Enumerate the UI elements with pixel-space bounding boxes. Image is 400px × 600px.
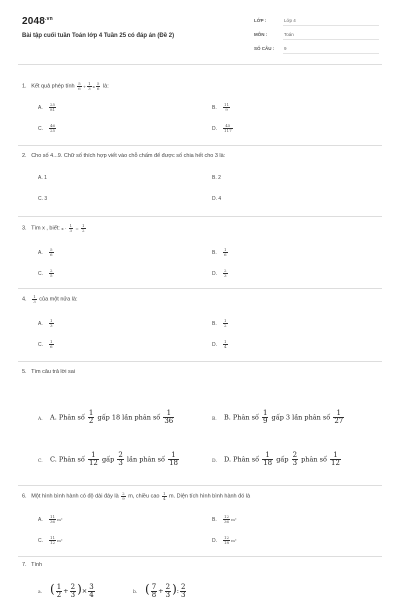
header-divider xyxy=(18,64,382,65)
option-1b[interactable]: B. $\frac{11}{9}$ xyxy=(212,102,230,112)
question-number: 7. xyxy=(22,562,27,568)
option-1c[interactable]: C. $\frac{46}{25}$ xyxy=(38,123,56,133)
divider xyxy=(18,145,382,146)
option-2a[interactable]: A. 1 xyxy=(38,175,47,181)
divider xyxy=(18,288,382,289)
option-5a[interactable]: A. A. Phân số $\frac{1}{2}$ gấp 18 lần phân số $\frac{1}{36}$ xyxy=(38,409,174,425)
count-value: 9 xyxy=(284,46,287,51)
question-text: Tìm x , biết: xyxy=(31,225,60,232)
option-6c[interactable]: C. $\frac{11}{12}$ m² xyxy=(38,535,63,545)
question-number: 5. xyxy=(22,369,27,375)
option-4a[interactable]: A. $\frac{1}{3}$ xyxy=(38,318,53,328)
question-number: 2. xyxy=(22,153,27,159)
divider xyxy=(18,361,382,362)
divider xyxy=(18,216,382,217)
math-expression: $\frac{5}{6}$ + $\frac{1}{3}$ x $\frac{5}{6}$ xyxy=(78,81,100,91)
divider xyxy=(283,25,379,26)
option-2d[interactable]: D. 4 xyxy=(212,196,222,202)
subject-value: Toán xyxy=(284,32,294,37)
question-2 xyxy=(22,153,225,159)
question-text: của một nửa là: xyxy=(39,296,78,303)
class-value: Lớp 4 xyxy=(284,18,296,23)
page-title: Bài tập cuối tuần Toán lớp 4 Tuần 25 có đáp án (Đề 2) xyxy=(22,33,175,39)
site-logo: $2048^{.vn}$ xyxy=(22,16,53,27)
option-5d[interactable]: D. D. Phân số $\frac{1}{18}$ gấp $\frac{2}{3}$ phân số $\frac{1}{12}$ xyxy=(212,451,340,467)
divider xyxy=(18,485,382,486)
option-1a[interactable]: A. $\frac{25}{81}$ xyxy=(38,102,56,112)
option-4c[interactable]: C. $\frac{1}{6}$ xyxy=(38,339,53,349)
option-6a[interactable]: A. $\frac{11}{36}$ m² xyxy=(38,514,63,524)
q7-part-a: a. ( $\frac{1}{2}$ + $\frac{2}{3}$ )× $\frac{3}{4}$ xyxy=(38,582,94,599)
option-4b[interactable]: B. $\frac{1}{2}$ xyxy=(212,318,227,328)
option-5c[interactable]: C. C. Phân số $\frac{1}{12}$ gấp $\frac{2}{3}$ lần phân số $\frac{1}{18}$ xyxy=(38,451,178,467)
question-text: Một hình bình hành có độ dài đáy là xyxy=(31,493,119,500)
option-2c[interactable]: C. 3 xyxy=(38,196,48,202)
question-text: là: xyxy=(102,83,109,90)
class-label: LỚP : xyxy=(254,18,267,23)
math-expression: $\frac{1}{3}$ xyxy=(33,294,36,304)
option-3a[interactable]: A. $\frac{5}{6}$ xyxy=(38,247,53,257)
question-text: m, chiều cao xyxy=(128,493,160,500)
question-5 xyxy=(22,369,75,375)
question-text: Cho số 4...9. Chữ số thích hợp viết vào chỗ chấm để được số chia hết cho 3 là: xyxy=(31,153,226,159)
math-expression: x - $\frac{1}{3}$ = $\frac{1}{2}$ xyxy=(61,223,85,233)
option-6b[interactable]: B. $\frac{12}{36}$ m² xyxy=(212,514,237,524)
option-3b[interactable]: B. $\frac{1}{6}$ xyxy=(212,247,227,257)
question-6 xyxy=(22,492,250,501)
question-4 xyxy=(22,295,78,304)
option-4d[interactable]: D. $\frac{1}{4}$ xyxy=(212,339,227,349)
q7-part-b: b. ( $\frac{7}{8}$ + $\frac{2}{3}$ ): $\frac{2}{3}$ xyxy=(133,582,186,599)
count-label: SỐ CÂU : xyxy=(254,46,275,51)
math-expression: $\frac{2}{9}$ xyxy=(122,491,125,501)
question-3 xyxy=(22,224,87,233)
question-text: Tìm câu trả lời sai xyxy=(31,369,76,375)
question-1 xyxy=(22,82,109,91)
divider xyxy=(283,39,379,40)
divider xyxy=(18,556,382,557)
option-5b[interactable]: B. B. Phân số $\frac{1}{9}$ gấp 3 lần phân số $\frac{1}{27}$ xyxy=(212,409,344,425)
question-7 xyxy=(22,562,42,568)
option-2b[interactable]: B. 2 xyxy=(212,175,221,181)
question-text: m. Diện tích hình bình hành đó là xyxy=(169,493,251,500)
question-text: Tính xyxy=(31,562,43,568)
question-number: 4. xyxy=(22,296,27,303)
question-number: 1. xyxy=(22,83,27,90)
option-1d[interactable]: D. $\frac{45}{117}$ xyxy=(212,123,232,133)
math-expression: $\frac{1}{4}$ xyxy=(162,491,166,501)
option-3d[interactable]: D. $\frac{2}{3}$ xyxy=(212,268,227,278)
question-text: Kết quả phép tính xyxy=(31,83,75,90)
question-number: 6. xyxy=(22,493,27,500)
question-number: 3. xyxy=(22,225,27,232)
option-3c[interactable]: C. $\frac{2}{5}$ xyxy=(38,268,53,278)
divider xyxy=(283,53,379,54)
subject-label: MÔN : xyxy=(254,32,268,37)
option-6d[interactable]: D. $\frac{12}{18}$ m² xyxy=(212,535,237,545)
